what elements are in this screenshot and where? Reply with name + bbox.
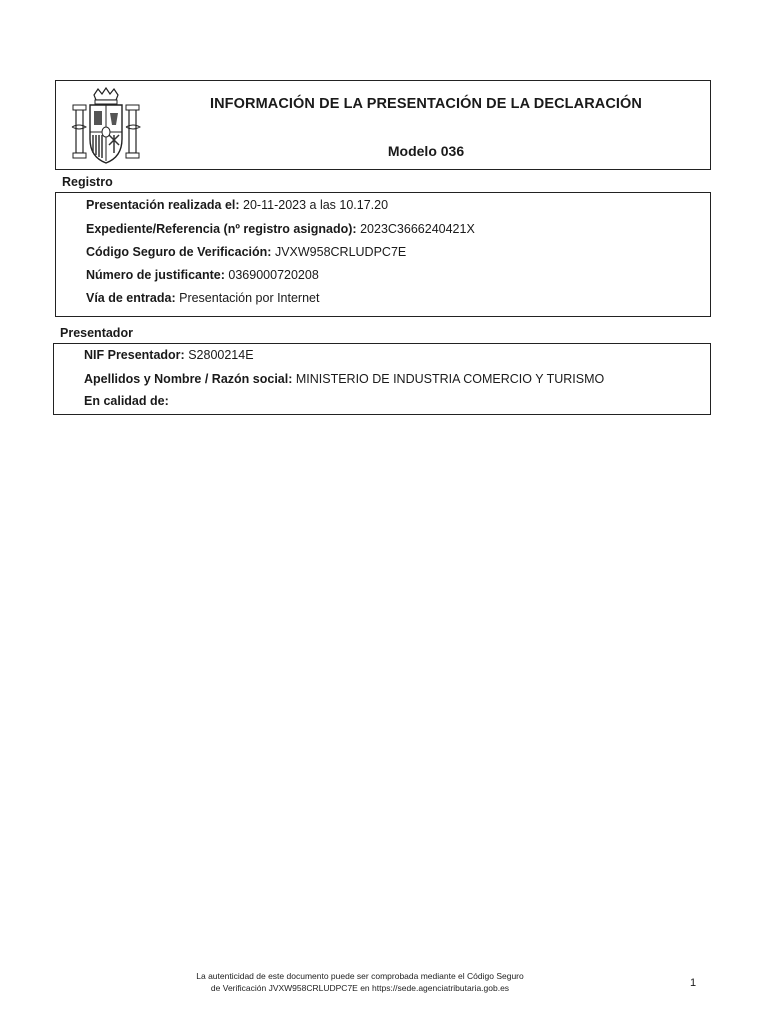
model-number: Modelo 036	[387, 143, 465, 159]
registro-row-justificante	[86, 268, 319, 282]
registro-row-csv	[86, 245, 406, 259]
row-label: NIF Presentador:	[84, 348, 185, 362]
presentador-box	[53, 343, 711, 415]
presentador-row-nif	[84, 348, 254, 362]
row-label: Presentación realizada el:	[86, 198, 240, 212]
row-label: Número de justificante:	[86, 268, 225, 282]
row-value: 2023C3666240421X	[360, 222, 475, 236]
registro-row-fecha	[86, 198, 388, 212]
row-value: MINISTERIO DE INDUSTRIA COMERCIO Y TURISMO	[295, 372, 605, 386]
verification-footer	[150, 970, 570, 994]
row-label: Apellidos y Nombre / Razón social:	[84, 372, 293, 386]
document-header	[55, 80, 711, 170]
presentador-row-calidad	[84, 394, 169, 408]
row-value: S2800214E	[188, 348, 254, 362]
row-label: En calidad de:	[84, 394, 169, 408]
registro-row-via-entrada	[86, 291, 319, 305]
footer-line-2: de Verificación JVXW958CRLUDPC7E en https://sede.agenciatributaria.gob.es	[210, 983, 510, 993]
row-value: 20-11-2023 a las 10.17.20	[243, 198, 389, 212]
coat-of-arms-icon	[70, 87, 142, 165]
registro-row-expediente	[86, 222, 475, 236]
section-label-presentador: Presentador	[60, 326, 133, 340]
page-number: 1	[690, 977, 697, 989]
row-value: 0369000720208	[228, 268, 319, 282]
registro-box	[55, 192, 711, 317]
section-label-registro: Registro	[62, 175, 113, 189]
row-label: Vía de entrada:	[86, 291, 176, 305]
row-value: Presentación por Internet	[179, 291, 320, 305]
footer-line-1: La autenticidad de este documento puede ser comprobada mediante el Código Seguro	[196, 971, 524, 981]
row-label: Código Seguro de Verificación:	[86, 245, 272, 259]
document-title: INFORMACIÓN DE LA PRESENTACIÓN DE LA DECLARACIÓN	[209, 96, 642, 112]
row-value: JVXW958CRLUDPC7E	[274, 245, 407, 259]
presentador-row-razon-social	[84, 372, 604, 386]
row-label: Expediente/Referencia (nº registro asignado):	[86, 222, 357, 236]
